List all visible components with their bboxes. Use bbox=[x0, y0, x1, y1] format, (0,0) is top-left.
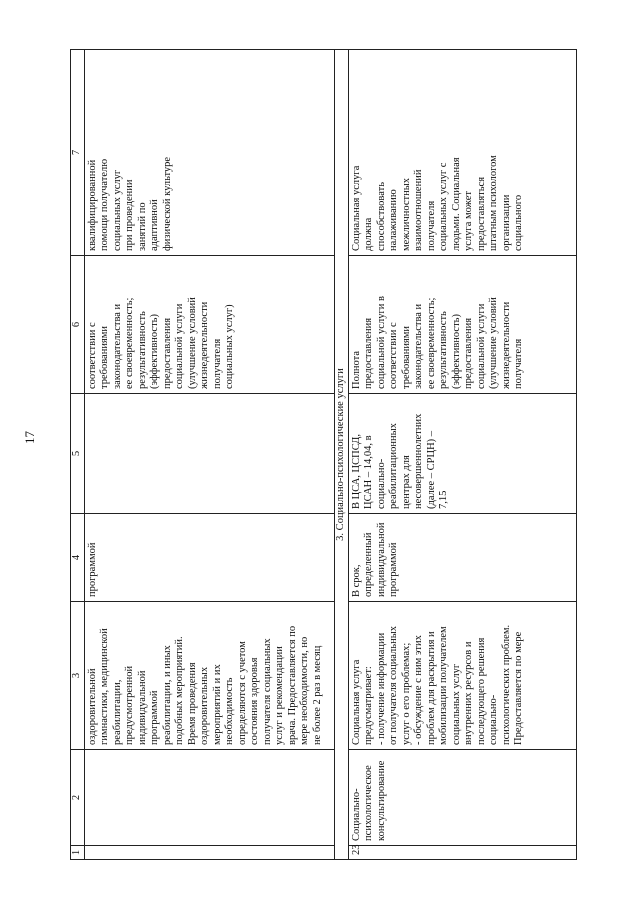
service-name-cell bbox=[84, 750, 334, 846]
column-number-row bbox=[71, 50, 85, 860]
document-table-rotated bbox=[70, 50, 605, 860]
service-description-cell: оздоровительной гимнастики, медицинской реабилитации, предусмотренной индивидуальной программой реабилитации, и иных подобных мероприятий. Время проведения оздоровительных мероприятий и их необходимость определяются с учетом состояния здоровья получателя социальных услуг и рекомендации врача. Предоставляется по мере необходимости, но не более 2 раз в месяц bbox=[84, 602, 334, 750]
service-term-cell: В срок, определенный индивидуальной программой bbox=[348, 514, 576, 602]
column-header: 1 bbox=[71, 846, 85, 860]
quality-indicators-cell: Полнота предоставления социальной услуги в соответствии с требованиями законодательства и ее своевременность; результативность (эффективность) предоставления социальной услуги (улучшение условий жизнедеятельности получателя bbox=[348, 256, 576, 394]
table-row-continued bbox=[84, 50, 334, 860]
column-header: 5 bbox=[71, 394, 85, 514]
section-title-row bbox=[334, 50, 348, 860]
page-number: 17 bbox=[22, 431, 37, 444]
column-header: 2 bbox=[71, 750, 85, 846]
column-header: 6 bbox=[71, 256, 85, 394]
service-conditions-cell: Социальная услуга должна способствовать налаживанию межличностных взаимоотношений получателя социальных услуг с людьми. Социальная услуга может предоставляться штатным психологом организации социального bbox=[348, 50, 576, 256]
service-conditions-cell: квалифицированной помощи получателю социальных услуг при проведении занятий по адаптивной физической культуре bbox=[84, 50, 334, 256]
service-name-cell: Социально- психологическое консультирование bbox=[348, 750, 576, 846]
row-number-cell: 23 bbox=[348, 846, 576, 860]
service-description-cell: Социальная услуга предусматривает: - получение информации от получателя социальных услуг о его проблемах; - обсуждение с ним этих проблем для раскрытия и мобилизации получателем социальных услуг внутренних ресурсов и последующего решения социально- психологических проблем. Предоставляется по мере bbox=[348, 602, 576, 750]
column-header: 7 bbox=[71, 50, 85, 256]
quality-indicators-cell: соответствии с требованиями законодательства и ее своевременность; результативность (эффективность) предоставления социальной услуги (улучшение условий жизнедеятельности получателя социальных услуг) bbox=[84, 256, 334, 394]
services-table bbox=[70, 49, 577, 860]
service-tariff-cell bbox=[84, 394, 334, 514]
column-header: 3 bbox=[71, 602, 85, 750]
table-row-23 bbox=[348, 50, 576, 860]
column-header: 4 bbox=[71, 514, 85, 602]
section-title: 3. Социально-психологические услуги bbox=[334, 50, 348, 860]
row-number-cell bbox=[84, 846, 334, 860]
service-term-cell: программой bbox=[84, 514, 334, 602]
service-tariff-cell: В ЦСА, ЦСПСД, ЦСАН – 14,04, в социально- реабилитационных центрах для несовершеннолетних (далее – СРЦН) – 7,15 bbox=[348, 394, 576, 514]
